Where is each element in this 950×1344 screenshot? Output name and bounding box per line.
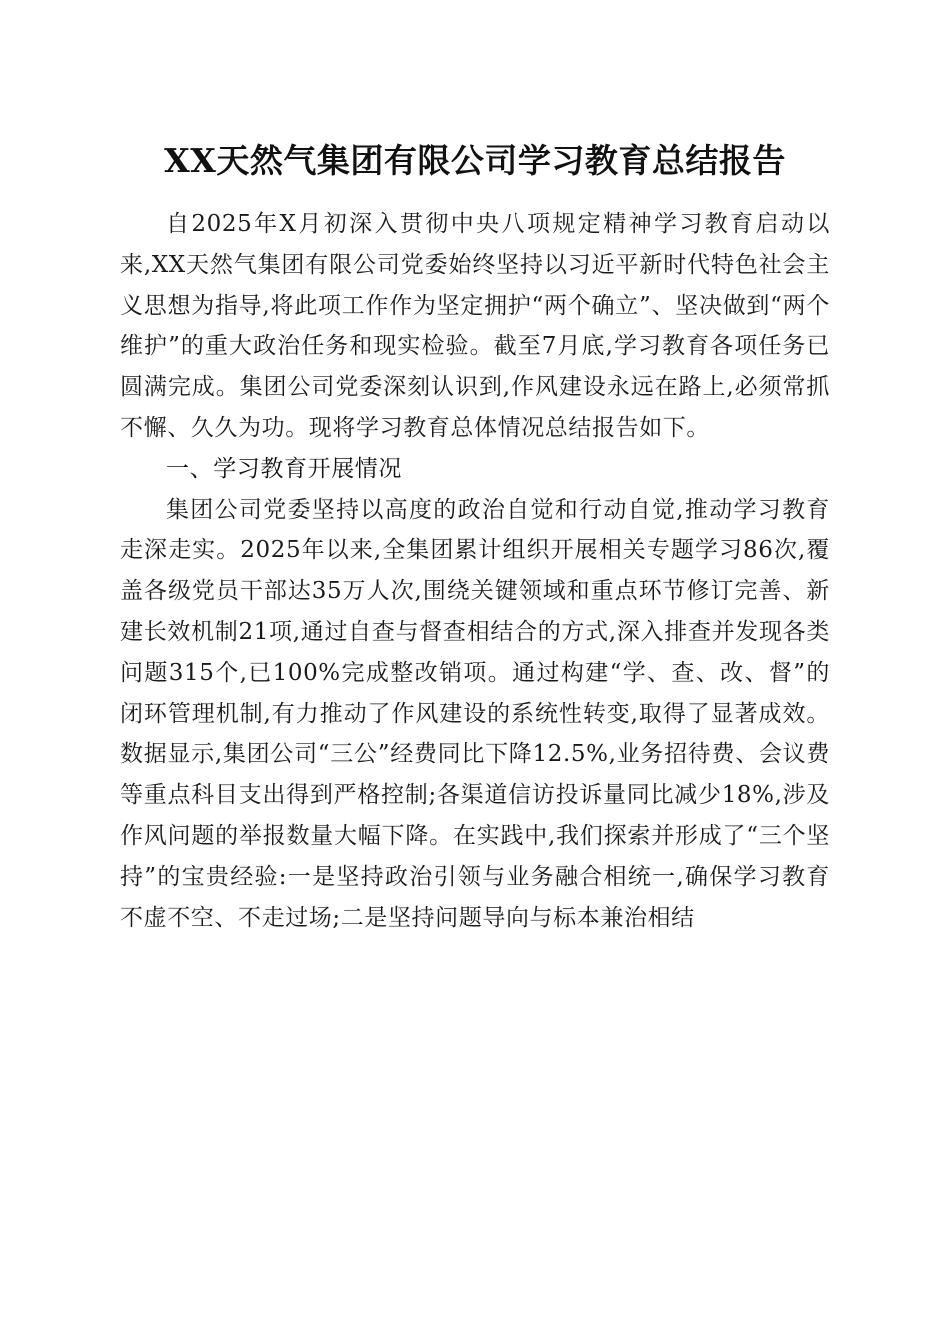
- intro-paragraph: 自2025年X月初深入贯彻中央八项规定精神学习教育启动以来,XX天然气集团有限公司党委始终坚持以习近平新时代特色社会主义思想为指导,将此项工作作为坚定拥护“两个确立”、坚决做到“两个维护”的重大政治任务和现实检验。截至7月底,学习教育各项任务已圆满完成。集团公司党委深刻认识到,作风建设永远在路上,必须常抓不懈、久久为功。现将学习教育总体情况总结报告如下。: [120, 211, 830, 441]
- document-title: XX天然气集团有限公司学习教育总结报告: [164, 141, 786, 180]
- section-heading: 一、学习教育开展情况: [166, 455, 402, 482]
- section-paragraph: 集团公司党委坚持以高度的政治自觉和行动自觉,推动学习教育走深走实。2025年以来,全集团累计组织开展相关专题学习86次,覆盖各级党员干部达35万人次,围绕关键领域和重点环节修订完善、新建长效机制21项,通过自查与督查相结合的方式,深入排查并发现各类问题315个,已100%完成整改销项。通过构建“学、查、改、督”的闭环管理机制,有力推动了作风建设的系统性转变,取得了显著成效。数据显示,集团公司“三公”经费同比下降12.5%,业务招待费、会议费等重点科目支出得到严格控制;各渠道信访投诉量同比减少18%,涉及作风问题的举报数量大幅下降。在实践中,我们探索并形成了“三个坚持”的宝贵经验:一是坚持政治引领与业务融合相统一,确保学习教育不虚不空、不走过场;二是坚持问题导向与标本兼治相结: [120, 496, 830, 931]
- document-body: [120, 204, 830, 938]
